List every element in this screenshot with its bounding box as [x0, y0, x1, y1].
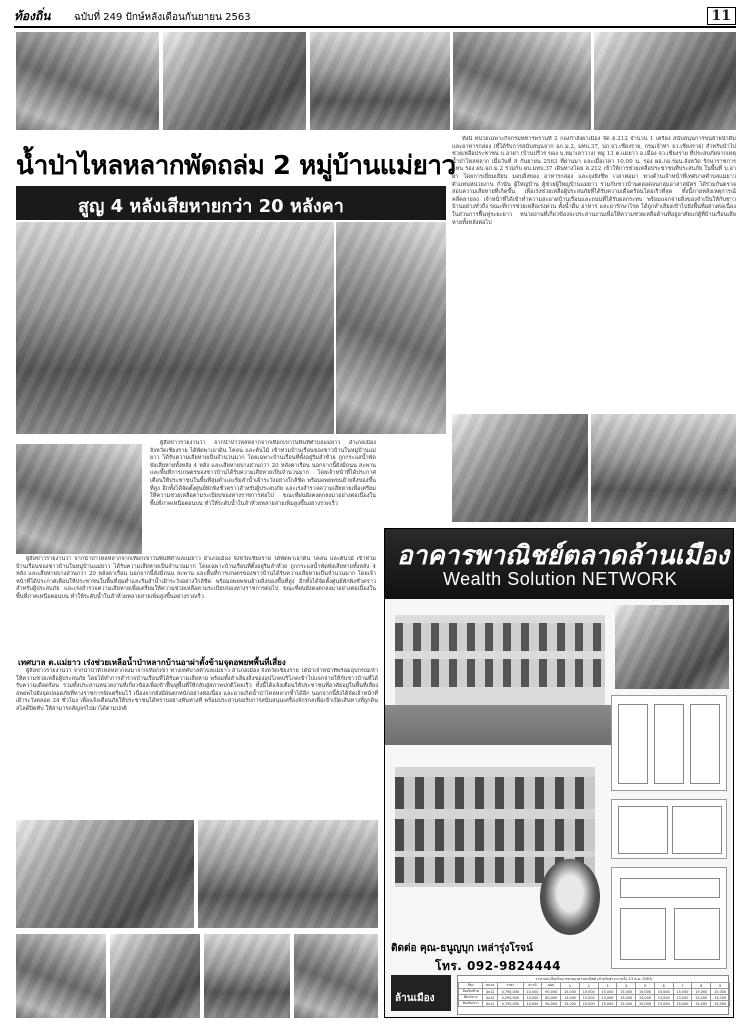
ad-building-render-top: [395, 615, 605, 705]
ad-logo: [391, 975, 451, 1011]
photo-rescue-team: [452, 414, 588, 522]
price-table-cell: 2: [579, 983, 598, 989]
price-table-cell: 15,000: [579, 1001, 598, 1007]
price-table-cell: ห้อง: [459, 983, 483, 989]
photo-machinery: [294, 934, 378, 1018]
property-advertisement: [384, 528, 734, 1018]
photo-aid-distribution: [16, 820, 194, 928]
photo-flood-village: [16, 32, 159, 130]
price-table-cell: 15,000: [673, 989, 692, 995]
price-table-cell: 3: [598, 983, 617, 989]
price-table-cell: 15,000: [711, 1001, 730, 1007]
issue-line: ฉบับที่ 249 ปักษ์หลังเดือนกันยายน 2563: [74, 12, 251, 23]
price-table-cell: 4: [617, 983, 636, 989]
price-table-cell: 15,000: [561, 1001, 580, 1007]
left-column-text-top: [150, 440, 376, 552]
price-table-cell: 10,000: [523, 989, 542, 995]
ad-floor-plan-2: [611, 799, 727, 859]
ad-site-map: [611, 867, 727, 969]
price-table-cell: 10,000: [523, 1001, 542, 1007]
ad-contact: ติดต่อ คุณ-ธนูญบุก เหล่ารุ่งโรจน์: [391, 943, 533, 954]
price-table-cell: 15,000: [654, 1001, 673, 1007]
price-table-cell: 15,000: [598, 1001, 617, 1007]
ad-floor-plan-1: [611, 695, 727, 791]
price-table-cell: 4x12: [483, 1001, 498, 1007]
price-table-cell: 6: [654, 983, 673, 989]
price-table-cell: ผ่อน: [542, 983, 561, 989]
price-table-cell: 10,000: [523, 995, 542, 1001]
price-table-cell: 13,000: [692, 995, 711, 1001]
photo-officials-meeting: [198, 820, 378, 928]
main-headline: น้ำป่าไหลหลากพัดถล่ม 2 หมู่บ้านแม่ยาว: [16, 151, 456, 181]
price-table-cell: 13,000: [654, 995, 673, 1001]
price-table-cell: 15,000: [636, 1001, 655, 1007]
price-table-cell: 7: [673, 983, 692, 989]
price-table-cell: 15,000: [598, 989, 617, 995]
price-table-cell: ราคา: [498, 983, 524, 989]
section2-title: เทศบาล ต.แม่ยาว เร่งช่วยเหลือน้ำป่าหลากบ้านอาผ่าตั้งข้ามจุดอพยพพื้นที่เสี่ยง: [18, 658, 286, 667]
price-table-cell: 15,000: [692, 989, 711, 995]
photo-helicopter-unload: [453, 32, 591, 130]
price-table-cell: 4,290,000: [498, 995, 524, 1001]
price-table-cell: 15,000: [617, 1001, 636, 1007]
section2-text: [16, 668, 378, 812]
price-table-cell: 8: [692, 983, 711, 989]
photo-collapsed-house: [336, 222, 446, 434]
price-table-cell: ดาวน์: [523, 983, 542, 989]
ad-price-table-header: ราคาและเงื่อนไขการขายอาคารพาณิชย์ (สำหรับชำระภายใน 13 ต.ค. 2563): [535, 977, 653, 981]
photo-villagers-road: [163, 32, 306, 130]
price-table-cell: ห้องริมซ้าย: [459, 989, 483, 995]
ad-banner: [385, 529, 734, 599]
price-table-cell: ห้องกลาง: [459, 995, 483, 1001]
photo-damaged-house: [16, 222, 334, 434]
left-column-paragraph-continued: ผู้สื่อข่าวรายงานว่า จากน้ำป่าไหลหลากจากเทือกเขาในพื้นที่ตำบลแม่ยาว อำเภอเมือง จังหวัดเชียงราย ได้พัดพาเอาดิน โคลน และต้นไม้ เข้าท่วมบ้านเรือนของชาวบ้านในหมู่บ้านแม่ยาว ได้รับความเสียหายเป็นจำนวนมาก โดยเฉพาะบ้านเรือนที่ตั้งอยู่ริมลำห้วย ถูกกระแสน้ำพัดพังเสียหายทั้งหลัง 4 หลัง และเสียหายบางส่วนกว่า 20 หลังคาเรือน นอกจากนี้ยังมีถนน สะพาน และพื้นที่การเกษตรของชาวบ้านได้รับความเสียหายเป็นจำนวนมาก โดยเจ้าหน้าที่ได้ประกาศเตือนให้ประชาชนในพื้นที่ลุ่มต่ำและริมลำน้ำเฝ้าระวังอย่างใกล้ชิด พร้อมอพยพขนย้ายสิ่งของขึ้นที่สูง อีกทั้งได้จัดตั้งศูนย์พักพิงชั่วคราวสำหรับผู้ประสบภัย และเร่งสำรวจความเสียหายเพื่อเตรียมให้ความช่วยเหลือตามระเบียบของทางราชการต่อไป ขณะที่ฝนยังคงตกลงมาอย่างต่อเนื่องในพื้นที่ภาคเหนือตอนบน ทำให้ระดับน้ำในลำห้วยหลายสายเพิ่มสูงขึ้นอย่างรวดเร็ว: [16, 556, 376, 600]
price-table-row: [459, 1001, 730, 1007]
ad-logo-text: ล้านเมือง: [395, 993, 435, 1004]
price-table-cell: 13,000: [598, 995, 617, 1001]
price-table-cell: 90,000: [542, 989, 561, 995]
price-table-cell: 13,000: [579, 995, 598, 1001]
ad-photo-people: [615, 605, 729, 689]
price-table-cell: 80,000: [542, 995, 561, 1001]
photo-house-interior: [16, 934, 106, 1018]
photo-debris: [204, 934, 290, 1018]
price-table-cell: 15,000: [654, 989, 673, 995]
price-table-cell: 13,000: [673, 995, 692, 1001]
ad-title: อาคารพาณิชย์ตลาดล้านเมือง: [397, 541, 729, 571]
left-column-paragraph: ผู้สื่อข่าวรายงานว่า จากน้ำป่าไหลหลากจากเทือกเขาในพื้นที่ตำบลแม่ยาว อำเภอเมือง จังหวัดเชียงราย ได้พัดพาเอาดิน โคลน และต้นไม้ เข้าท่วมบ้านเรือนของชาวบ้านในหมู่บ้านแม่ยาว ได้รับความเสียหายเป็นจำนวนมาก โดยเฉพาะบ้านเรือนที่ตั้งอยู่ริมลำห้วย ถูกกระแสน้ำพัดพังเสียหายทั้งหลัง 4 หลัง และเสียหายบางส่วนกว่า 20 หลังคาเรือน นอกจากนี้ยังมีถนน สะพาน และพื้นที่การเกษตรของชาวบ้านได้รับความเสียหายเป็นจำนวนมาก โดยเจ้าหน้าที่ได้ประกาศเตือนให้ประชาชนในพื้นที่ลุ่มต่ำและริมลำน้ำเฝ้าระวังอย่างใกล้ชิด พร้อมอพยพขนย้ายสิ่งของขึ้นที่สูง อีกทั้งได้จัดตั้งศูนย์พักพิงชั่วคราวสำหรับผู้ประสบภัย และเร่งสำรวจความเสียหายเพื่อเตรียมให้ความช่วยเหลือตามระเบียบของทางราชการต่อไป ขณะที่ฝนยังคงตกลงมาอย่างต่อเนื่องในพื้นที่ภาคเหนือตอนบน ทำให้ระดับน้ำในลำห้วยหลายสายเพิ่มสูงขึ้นอย่างรวดเร็ว: [150, 440, 376, 507]
price-table-cell: 4,790,000: [498, 989, 524, 995]
price-table-cell: 4x12: [483, 989, 498, 995]
price-table-cell: 13,000: [636, 995, 655, 1001]
photo-village-hillside: [16, 444, 142, 554]
price-table-cell: 13,000: [561, 995, 580, 1001]
photo-officials-group: [310, 32, 450, 130]
price-table-cell: 5: [636, 983, 655, 989]
photo-cleanup-house: [591, 414, 736, 522]
ad-price-grid: [458, 982, 730, 1007]
price-table-cell: 9: [711, 983, 730, 989]
ad-street-render: [385, 705, 625, 745]
price-table-cell: 1: [561, 983, 580, 989]
price-table-cell: 15,000: [579, 989, 598, 995]
price-table-cell: 15,000: [692, 1001, 711, 1007]
price-table-cell: 4,790,000: [498, 1001, 524, 1007]
page-number: 11: [707, 7, 736, 25]
ad-agent-photo: [540, 859, 600, 935]
price-table-cell: 15,000: [561, 989, 580, 995]
right-column-text: [452, 136, 736, 412]
price-table-cell: 4x12: [483, 995, 498, 1001]
ad-phone: โทร. 092-9824444: [435, 959, 562, 973]
price-table-cell: 15,000: [617, 989, 636, 995]
price-table-cell: ห้องริมขวา: [459, 1001, 483, 1007]
price-table-cell: 15,000: [711, 989, 730, 995]
newspaper-logo: ท้องถิ่น: [14, 9, 51, 23]
subheadline-bar: [16, 186, 446, 220]
ad-subtitle: Wealth Solution NETWORK: [443, 569, 678, 589]
ad-price-table: [457, 975, 729, 1015]
price-table-cell: 15,000: [673, 1001, 692, 1007]
left-column-text-bottom: [16, 556, 376, 652]
price-table-cell: 90,000: [542, 1001, 561, 1007]
right-column-paragraph: ทั้งนี้ หน่วยเฉพาะกิจกรมทหารพรานที่ 2 กองกำลังผาเมือง จัด ฮ.212 จำนวน 1 เครื่อง สนับสนุนการขนย้ายน้ำดื่ม และอาหารกล่อง (ที่ได้รับการสนับสนุนจาก ฉก.ม.2, มทบ.37, ปภ.จว.เชียงราย, กรมเจ้าท่า จว.เชียงราย) สำหรับนำไปช่วยเหลือประชาชน บ.อาผ่า (บ้านปรีวร ของ บ.หมาเลาวาง) หมู่ 13 ต.แม่ยาว อ.เมือง จว.เชียงราย ที่ประสบภัยจากเหตุน้ำป่าไหลหลาก เมื่อวันที่ 8 กันยายน 2563 ที่ผ่านมา และเมื่อเวลา 10.00 น. รอง ผอ.กอ.รมน.จังหวัด รักษาราชการแทน รอง ผบ.ฉก.ม.2 ร่วมกับ ผบ.มทบ.37 เดินทางโดย ฮ.212 เข้าให้การช่วยเหลือประชาชนที่ประสบภัย ในพื้นที่ บ.อาผ่า โดยการเยี่ยมเยียน มอบสิ่งของ อาหารกล่อง และถุงยังชีพ เวลาต่อมา ทางด้านเจ้าหน้าที่เทศบาลตำบลแม่ยาว ตัวแทนหน่วยงาน กำนัน ผู้ใหญ่บ้าน ผู้ช่วยผู้ใหญ่บ้านแม่ยาว ร่วมกับชาวบ้านตลอดจนกลุ่มอาสาสมัคร ได้ร่วมกันตรวจสอบความเสียหายที่เกิดขึ้น เพื่อเร่งช่วยเหลือผู้ประสบภัยที่ได้รับความเดือดร้อนโดยเร็วที่สุด ทั้งนี้ภายหลังเหตุการณ์คลี่คลายลง เจ้าหน้าที่ได้เข้าทำความสะอาดบ้านเรือนและถนนที่ได้รับผลกระทบ พร้อมแจกจ่ายสิ่งของจำเป็นให้กับชาวบ้านอย่างทั่วถึง ขณะที่การช่วยเหลือเร่งด่วน ทั้งน้ำดื่ม อาหาร และยารักษาโรค ได้ถูกลำเลียงเข้าไปยังพื้นที่อย่างต่อเนื่อง ในส่วนการฟื้นฟูระยะยาว หน่วยงานที่เกี่ยวข้องจะประสานงานเพื่อให้ความช่วยเหลือด้านที่อยู่อาศัยแก่ผู้ที่บ้านเรือนเสียหายทั้งหลังต่อไป: [452, 136, 736, 226]
price-table-cell: 13,000: [711, 995, 730, 1001]
subheadline: สูญ 4 หลังเสียหายกว่า 20 หลังคา: [78, 196, 344, 217]
photo-workers: [110, 934, 200, 1018]
photo-helicopter-landing: [594, 32, 736, 130]
page-header: [14, 6, 736, 28]
section2-paragraph: ผู้สื่อข่าวรายงานว่า จากน้ำป่าที่ไหลหลากลงมาจากเทือกเขา ทางเทศบาลตำบลแม่ยาว อำเภอเมือง จังหวัดเชียงราย ได้นำเจ้าหน้าที่พร้อมอุปกรณ์เข้าให้ความช่วยเหลือผู้ประสบภัย โดยได้ทำการสำรวจบ้านเรือนที่ได้รับความเสียหาย พร้อมทั้งลำเลียงสิ่งของอุปโภคบริโภคเข้าไปแจกจ่ายให้กับชาวบ้านที่ได้รับความเดือดร้อน รวมทั้งประสานหน่วยงานที่เกี่ยวข้องเพื่อเข้าฟื้นฟูพื้นที่ให้กลับสู่สภาพปกติโดยเร็ว ทั้งนี้ได้แจ้งเตือนให้ประชาชนที่อาศัยอยู่ในพื้นที่เสี่ยงอพยพไปยังจุดปลอดภัยที่ทางราชการจัดเตรียมไว้ เนื่องจากยังมีฝนตกหนักอย่างต่อเนื่อง และอาจเกิดน้ำป่าไหลหลากซ้ำได้อีก นอกจากนี้ยังได้จัดเจ้าหน้าที่เฝ้าระวังตลอด 24 ชั่วโมง เพื่อแจ้งเตือนภัยให้ประชาชนได้ทราบอย่างทันท่วงที พร้อมประสานขอรับการสนับสนุนเครื่องจักรกลเพื่อเข้าเปิดเส้นทางที่ถูกดินสไลด์ปิดทับ ให้สามารถสัญจรไปมาได้ตามปกติ: [16, 668, 378, 712]
price-table-cell: 13,000: [617, 995, 636, 1001]
price-table-cell: 15,000: [636, 989, 655, 995]
price-table-cell: ขนาด: [483, 983, 498, 989]
